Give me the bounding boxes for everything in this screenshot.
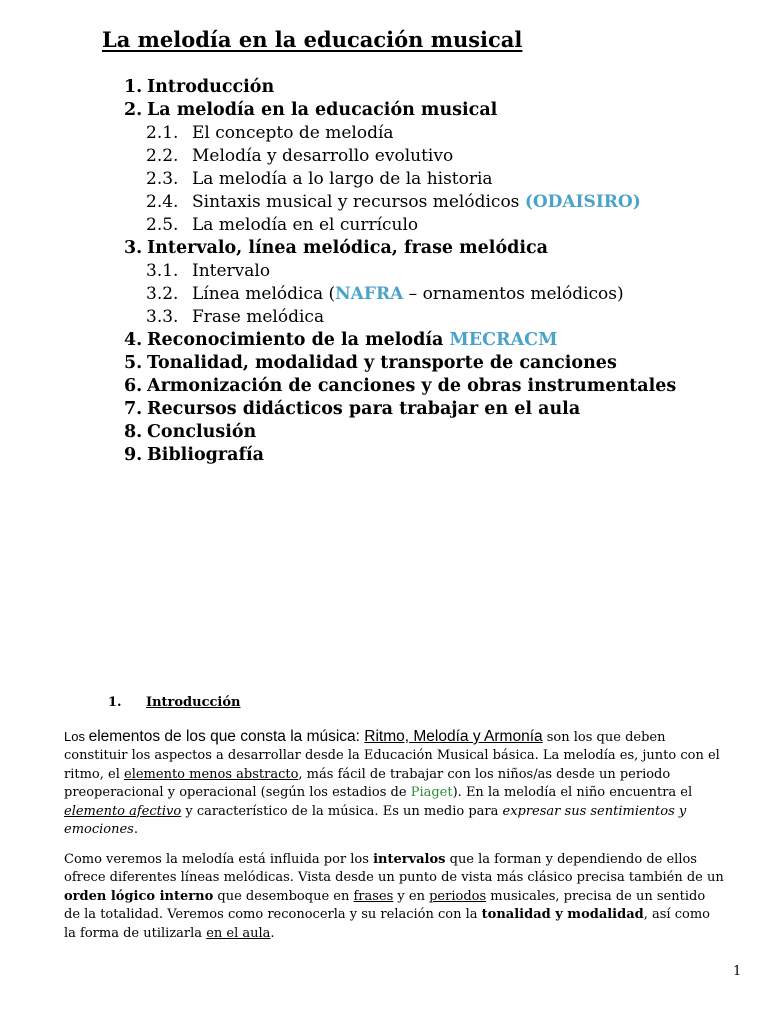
section-heading — [108, 695, 241, 710]
toc-item — [124, 375, 676, 398]
text-run: Como veremos la melodía está influida por los — [64, 852, 374, 867]
toc-highlight: NAFRA — [335, 284, 404, 304]
text-run: . — [270, 925, 275, 941]
text-run: Ritmo, Melodía y Armonía — [364, 728, 543, 745]
text-run: , más fácil de trabajar con los niños/as desde un periodo preoperacional y operacional (según los estadios de — [64, 766, 671, 801]
toc-item — [124, 444, 264, 467]
toc-number: 3. — [124, 238, 143, 258]
toc-text: Bibliografía — [147, 445, 264, 465]
text-run: orden lógico interno — [64, 888, 214, 904]
text-run: , así como la forma de utilizarla — [64, 907, 710, 941]
text-run: elementos — [88, 728, 161, 745]
toc-text-after: – ornamentos melódicos) — [403, 284, 624, 304]
toc-number: 1. — [124, 77, 143, 97]
toc-text: Intervalo — [192, 261, 271, 281]
text-run: frases — [353, 888, 394, 904]
toc-text: Línea melódica ( — [192, 284, 336, 304]
section-title: Introducción — [146, 695, 241, 710]
text-run: elemento menos abstracto — [124, 766, 299, 782]
text-run: periodos — [429, 888, 487, 904]
toc-text: La melodía en el currículo — [192, 215, 419, 235]
text-run: elemento afectivo — [64, 803, 182, 819]
toc-item — [124, 99, 497, 122]
toc-number: 3.3. — [146, 307, 179, 327]
toc-text: Recursos didácticos para trabajar en el aula — [147, 399, 581, 419]
toc-text: Conclusión — [147, 422, 257, 442]
toc-highlight: (ODAISIRO) — [524, 192, 641, 212]
section-number: 1. — [108, 695, 122, 710]
toc-number: 9. — [124, 445, 143, 465]
toc-number: 8. — [124, 422, 143, 442]
text-run: Piaget — [410, 785, 453, 801]
text-run: intervalos — [373, 852, 446, 867]
toc-number: 2.2. — [146, 146, 179, 166]
toc-number: 3.2. — [146, 284, 179, 304]
text-run: y en — [393, 888, 430, 904]
toc-number: 2.5. — [146, 215, 179, 235]
toc-number: 7. — [124, 399, 143, 419]
toc-number: 2.3. — [146, 169, 179, 189]
page-number: 1 — [733, 964, 742, 979]
toc-text: La melodía a lo largo de la historia — [192, 169, 493, 189]
toc-subitem — [146, 260, 270, 283]
toc-item — [124, 352, 617, 375]
text-run: . — [133, 822, 138, 838]
toc-number: 5. — [124, 353, 143, 373]
text-run: expresar sus sentimientos y emociones — [64, 803, 687, 838]
toc-item — [124, 237, 548, 260]
toc-number: 2. — [124, 100, 143, 120]
toc-text: Tonalidad, modalidad y transporte de canciones — [147, 353, 617, 373]
text-run: que la forman y dependiendo de ellos ofrece diferentes líneas melódicas. Vista desde un punto de vista más clásico precisa también de un — [64, 852, 724, 886]
page-title: La melodía en la educación musical — [102, 27, 523, 52]
toc-item — [124, 398, 580, 421]
toc-text: Reconocimiento de la melodía — [147, 330, 450, 350]
toc-number: 4. — [124, 330, 143, 350]
text-run: en el aula — [206, 925, 271, 941]
toc-subitem — [146, 283, 624, 306]
text-run: son los que deben constituir los aspectos a desarrollar desde la Educación Musical básica. La melodía es, junto con el ritmo, el — [64, 730, 720, 782]
text-run: de los que consta la música: — [160, 728, 365, 745]
text-run: que desemboque en — [213, 888, 354, 904]
text-run: Los — [64, 729, 89, 744]
intro-paragraph-2 — [64, 851, 724, 943]
toc-text: Intervalo, línea melódica, frase melódica — [147, 238, 548, 258]
toc-number: 6. — [124, 376, 143, 396]
toc-subitem — [146, 122, 394, 145]
toc-text: El concepto de melodía — [192, 123, 394, 143]
toc-text: Frase melódica — [192, 307, 325, 327]
toc-text: Introducción — [147, 77, 275, 97]
toc-subitem — [146, 191, 641, 214]
toc-subitem — [146, 145, 453, 168]
toc-number: 2.4. — [146, 192, 179, 212]
toc-text: La melodía en la educación musical — [147, 100, 498, 120]
toc-item — [124, 76, 274, 99]
toc-highlight: MECRACM — [449, 330, 558, 350]
toc-number: 3.1. — [146, 261, 179, 281]
toc-subitem — [146, 214, 418, 237]
text-run: musicales, precisa de un sentido de la totalidad. Veremos como reconocerla y su relación con la — [64, 888, 706, 923]
toc-number: 2.1. — [146, 123, 179, 143]
toc-text: Sintaxis musical y recursos melódicos — [192, 192, 525, 212]
toc-item — [124, 421, 256, 444]
text-run: tonalidad y modalidad — [481, 907, 644, 923]
toc-subitem — [146, 168, 493, 191]
intro-paragraph-1 — [64, 728, 724, 839]
toc-item — [124, 329, 557, 352]
text-run: ). En la melodía el niño encuentra el — [452, 785, 693, 801]
toc-subitem — [146, 306, 324, 329]
toc-text: Melodía y desarrollo evolutivo — [192, 146, 454, 166]
toc-text: Armonización de canciones y de obras instrumentales — [147, 376, 677, 396]
text-run: y característico de la música. Es un medio para — [181, 803, 503, 819]
